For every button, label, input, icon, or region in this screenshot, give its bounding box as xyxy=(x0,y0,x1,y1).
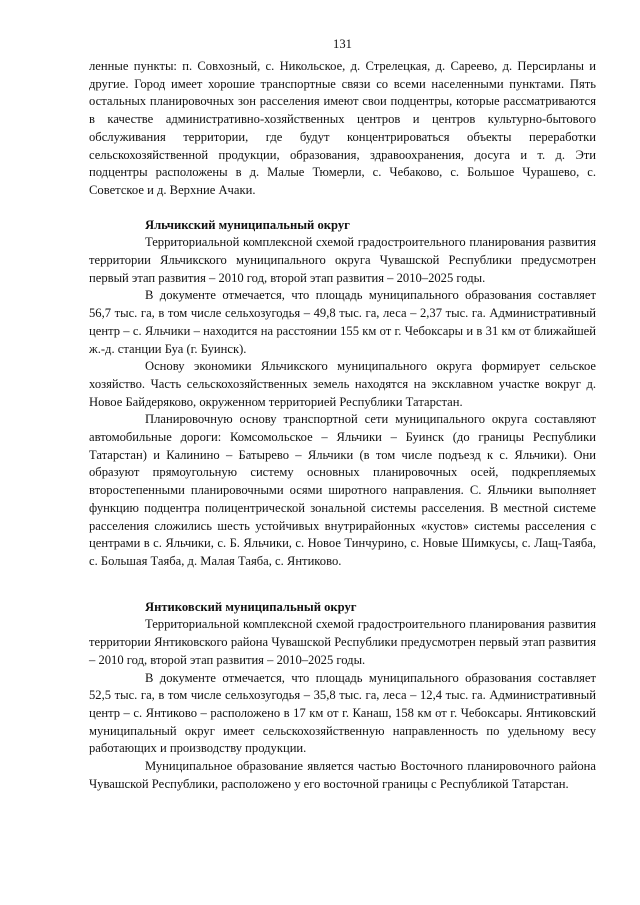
paragraph: В документе отмечается, что площадь муниципального образования составляет 52,5 тыс. га, в том числе сельхозугодья – 35,8 тыс. га, леса – 12,4 тыс. га. Административный центр – с. Янтиково – расположено в 17 км от г. Канаш, 158 км от г. Чебоксары. Янтиковский муниципальный округ имеет сельскохозяйственную направленность по удельному весу работающих и производству продукции. xyxy=(89,670,596,756)
document-page xyxy=(89,0,596,793)
spacer xyxy=(89,571,596,599)
paragraph: Планировочную основу транспортной сети муниципального округа составляют автомобильные дороги: Комсомольское – Яльчики – Буинск (до границы Республики Татарстан) и Калинино – Батырево – Яльчики (в том числе подъезд к с. Яльчики). Они образуют прямоугольную систему основных планировочных осей, подкрепляемых второстепенными планировочными осями широтного направления. С. Яльчики выполняет функцию подцентра полицентрической зональной системы расселения. В местной системе расселения сложились шесть устойчивых внутрирайонных «кустов» системы расселения с центрами в с. Яльчики, с. Б. Яльчики, с. Новое Тинчурино, с. Новые Шимкусы, с. Лащ-Таяба, с. Большая Таяба, д. Малая Таяба, с. Янтиково. xyxy=(89,412,596,568)
paragraph: В документе отмечается, что площадь муниципального образования составляет 56,7 тыс. га, в том числе сельхозугодья – 49,8 тыс. га, леса – 2,37 тыс. га. Административный центр – с. Яльчики – находится на расстоянии 155 км от г. Чебоксары и в 31 км от ближайшей ж.-д. станции Буа (г. Буинск). xyxy=(89,288,596,356)
section-heading-yantikovo: Янтиковский муниципальный округ xyxy=(145,599,357,614)
paragraph: Территориальной комплексной схемой градостроительного планирования развития территории Янтиковского района Чувашской Республики предусмотрен первый этап развития – 2010 год, второй этап развития – 2010–2025 годы. xyxy=(89,617,596,667)
section-heading-yalchiki: Яльчикский муниципальный округ xyxy=(145,217,350,232)
spacer xyxy=(89,200,596,217)
page-number: 131 xyxy=(333,37,352,51)
paragraph: Основу экономики Яльчикского муниципального округа формирует сельское хозяйство. Часть сельскохозяйственных земель находятся на эксклавном участке вокруг д. Новое Байдеряково, окруженном территорией Республики Татарстан. xyxy=(89,359,596,409)
paragraph: Территориальной комплексной схемой градостроительного планирования развития территории Яльчикского муниципального округа Чувашской Республики предусмотрен первый этап развития – 2010 год, второй этап развития – 2010–2025 годы. xyxy=(89,235,596,285)
intro-paragraph: ленные пункты: п. Совхозный, с. Никольское, д. Стрелецкая, д. Сареево, д. Персирланы и другие. Город имеет хорошие транспортные связи со всеми населенными пунктами. Пять остальных планировочных зон расселения имеют свои подцентры, которые рассматриваются в качестве административно-хозяйственных центров и центров культурно-бытового обслуживания территории, где будут концентрироваться объекты переработки сельскохозяйственной продукции, образования, здравоохранения, досуга и т. д. Эти подцентры расположены в д. Малые Тюмерли, с. Чебаково, с. Большое Чурашево, с. Советское и д. Верхние Ачаки. xyxy=(89,59,596,197)
paragraph: Муниципальное образование является частью Восточного планировочного района Чувашской Республики, расположено у его восточной границы с Республикой Татарстан. xyxy=(89,759,596,791)
